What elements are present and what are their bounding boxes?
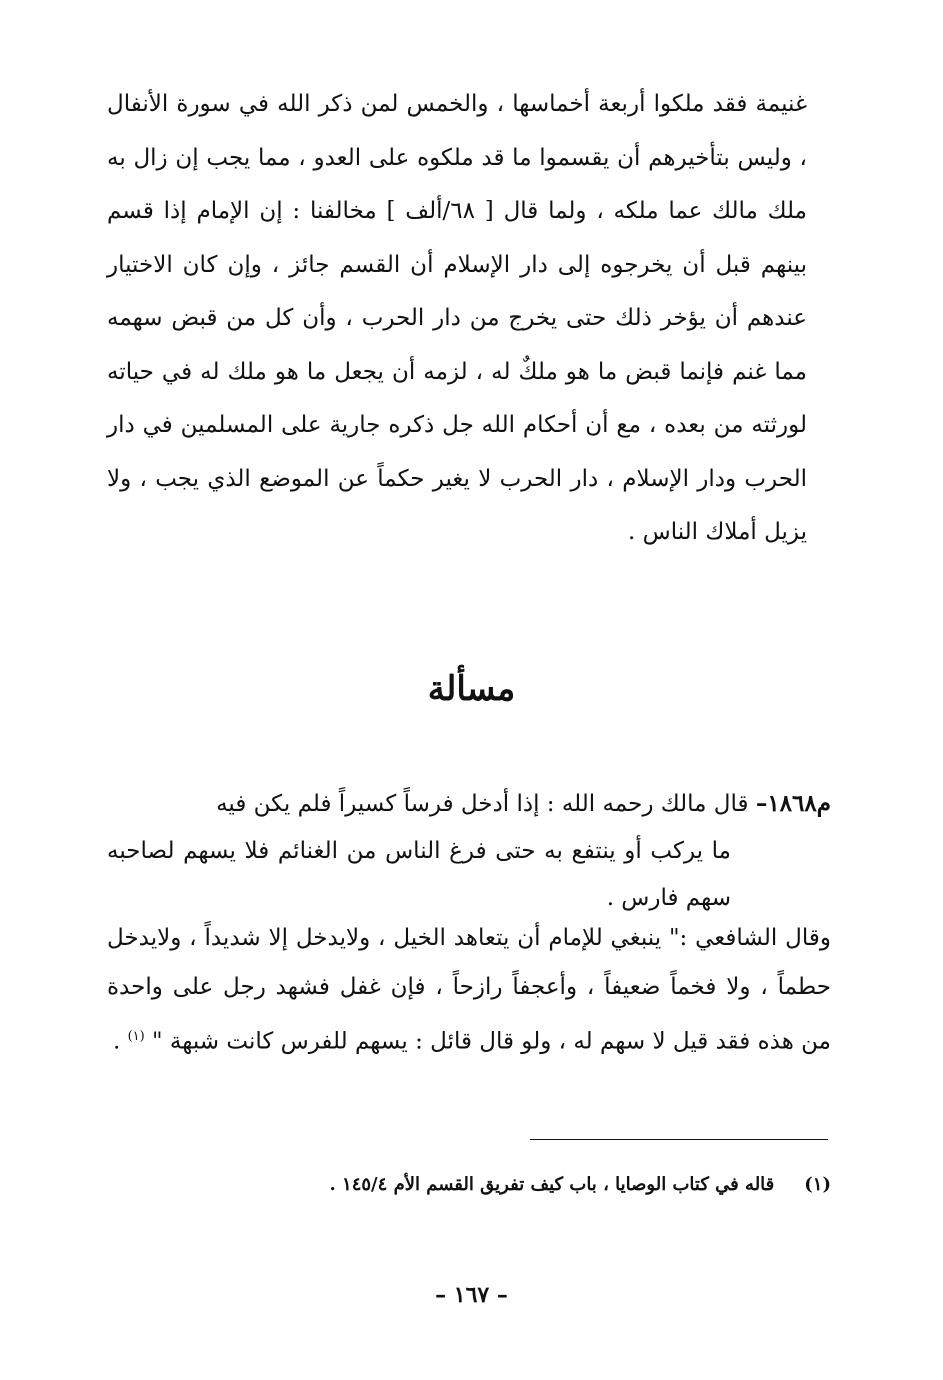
shafii-quote-ending: .	[112, 1028, 128, 1055]
shafii-quote	[107, 914, 831, 1067]
section-heading: مسألة	[427, 669, 516, 709]
footnote-text: قاله في كتاب الوصايا ، باب كيف تفريق القسم الأم ١٤٥/٤ .	[329, 1174, 775, 1195]
issue-number: م١٨٦٨–	[755, 790, 831, 817]
page-number: – ١٦٧ –	[435, 1282, 508, 1308]
issue-first-text: قال مالك رحمه الله : إذا أدخل فرساً كسيراً فلم يكن فيه	[216, 791, 749, 817]
footnote-divider	[530, 1139, 828, 1140]
issue-continuation: ما يركب أو ينتفع به حتى فرغ الناس من الغنائم فلا يسهم لصاحبه سهم فارس .	[107, 838, 731, 911]
footnote	[107, 1170, 831, 1200]
shafii-quote-text: وقال الشافعي :" ينبغي للإمام أن يتعاهد الخيل ، ولايدخل إلا شديداً ، ولايدخل حطماً ، ولا فخماً ضعيفاً ، وأعجفاً رازحاً ، فإن غفل فشهد رجل على واحدة من هذه فقد قيل لا سهم له ، ولو قال قائل : يسهم للفرس كانت شبهة "	[107, 925, 831, 1055]
body-paragraph: غنيمة فقد ملكوا أربعة أخماسها ، والخمس لمن ذكر الله في سورة الأنفال ، وليس بتأخيرهم أن يقسموا ما قد ملكوه على العدو ، مما يجب إن زال به ملك مالك عما ملكه ، ولما قال [ ٦٨/ألف ] مخالفنا : إن الإمام إذا قسم بينهم قبل أن يخرجوه إلى دار الإسلام أن القسم جائز ، وإن كان الاختيار عندهم أن يؤخر ذلك حتى يخرج من دار الحرب ، وأن كل من قبض سهمه مما غنم فإنما قبض ما هو ملكٌ له ، لزمه أن يجعل ما هو ملك له في حياته لورثته من بعده ، مع أن أحكام الله جل ذكره جارية على المسلمين في دار الحرب ودار الإسلام ، دار الحرب لا يغير حكماً عن الموضع الذي يجب ، ولا يزيل أملاك الناس .	[107, 91, 807, 545]
issue-block	[107, 780, 831, 922]
footnote-mark: (١)	[804, 1174, 831, 1195]
footnote-reference: (١)	[127, 1029, 145, 1044]
issue-first-line	[107, 780, 831, 828]
